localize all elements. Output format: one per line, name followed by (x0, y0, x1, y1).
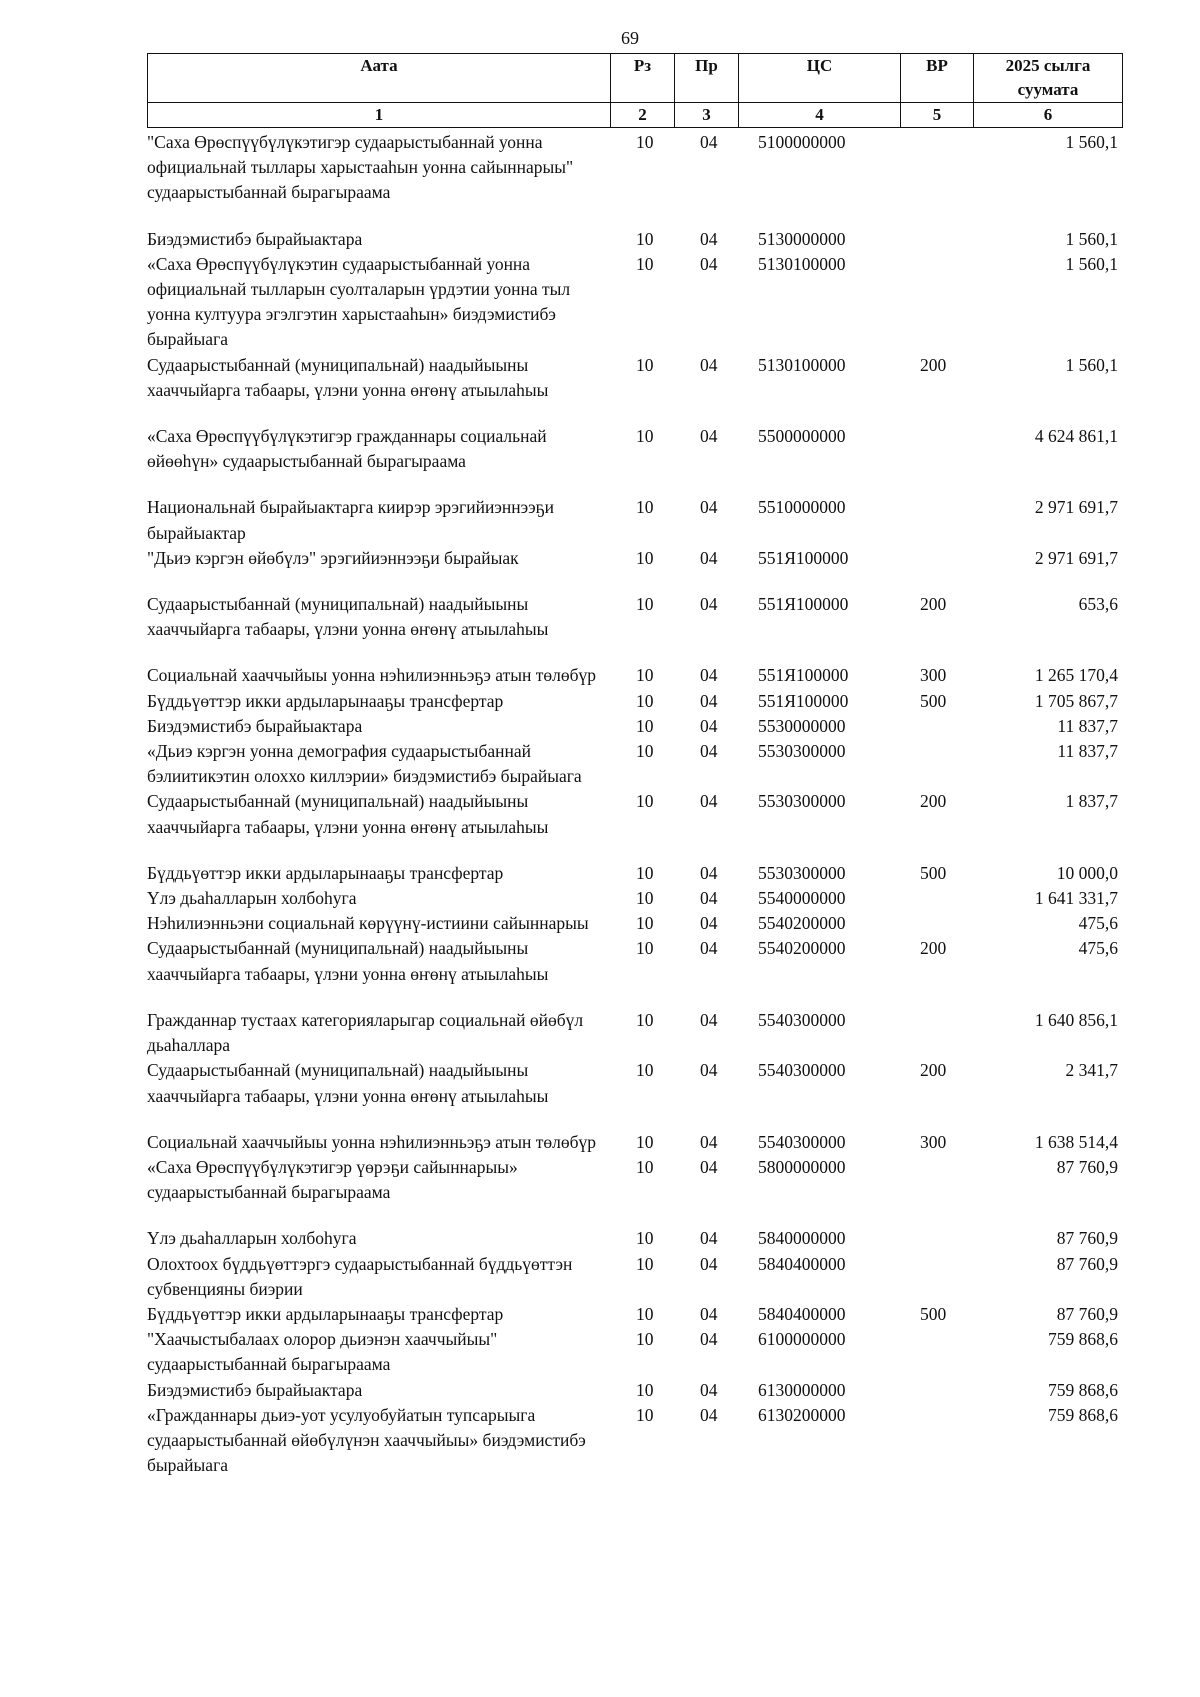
header-row (148, 54, 1123, 103)
row-pr: 04 (700, 354, 718, 375)
row-rz: 10 (636, 354, 654, 375)
row-cs: 5530300000 (758, 741, 846, 762)
row-pr: 04 (700, 791, 718, 812)
row-pr: 04 (700, 888, 718, 909)
row-cs: 5840400000 (758, 1303, 846, 1324)
row-pr: 04 (700, 253, 718, 274)
header-pr: Пр (675, 54, 739, 103)
table-row (147, 353, 1122, 424)
row-rz: 10 (636, 690, 654, 711)
row-cs: 551Я100000 (758, 690, 849, 711)
row-vr (900, 911, 973, 936)
row-rz: 10 (636, 1060, 654, 1081)
row-pr: 04 (700, 1228, 718, 1249)
row-amount: 759 868,6 (1048, 1379, 1118, 1400)
row-pr: 04 (700, 497, 718, 518)
row-cs: 6130000000 (758, 1379, 846, 1400)
row-amount: 475,6 (1078, 938, 1118, 959)
row-vr (900, 227, 973, 252)
row-vr: 500 (920, 1303, 947, 1324)
row-cs: 5130100000 (758, 253, 846, 274)
row-cs: 5540200000 (758, 938, 846, 959)
row-vr (900, 130, 973, 227)
row-vr (900, 886, 973, 911)
column-number: 4 (739, 103, 901, 128)
row-amount: 759 868,6 (1048, 1404, 1118, 1425)
row-name: «Гражданнары дьиэ-уот усулуобуйатын тупсарыыга судаарыстыбаннай өйөбүлүнэн хааччыйыы» биэдэмистибэ бырайыагa (147, 1404, 586, 1476)
row-pr: 04 (700, 594, 718, 615)
row-vr (900, 1155, 973, 1226)
row-pr: 04 (700, 938, 718, 959)
row-vr (900, 1403, 973, 1479)
row-vr (900, 495, 973, 545)
table-row (147, 495, 1122, 545)
row-amount: 4 624 861,1 (1034, 426, 1118, 447)
row-rz: 10 (636, 1253, 654, 1274)
row-name: Бүддьүөттэр икки ардыларынааҕы трансфертар (147, 862, 504, 883)
row-rz: 10 (636, 665, 654, 686)
row-name: Судаарыстыбаннай (муниципальнай) наадыйыыны хааччыйарга табаары, үлэни уонна өҥөнү атыылаһыы (147, 938, 549, 984)
row-pr: 04 (700, 862, 718, 883)
budget-table-body (147, 130, 1122, 1478)
row-pr: 04 (700, 715, 718, 736)
row-rz: 10 (636, 888, 654, 909)
table-row (147, 789, 1122, 860)
row-vr: 200 (920, 1060, 947, 1081)
row-name: Биэдэмистибэ бырайыактара (147, 715, 363, 736)
row-cs: 5130000000 (758, 228, 846, 249)
table-row (147, 1008, 1122, 1058)
row-rz: 10 (636, 715, 654, 736)
row-amount: 2 971 691,7 (1034, 547, 1118, 568)
header-cs: ЦС (739, 54, 901, 103)
row-rz: 10 (636, 741, 654, 762)
row-cs: 5530000000 (758, 715, 846, 736)
table-row (147, 1130, 1122, 1155)
row-vr (900, 1327, 973, 1377)
row-name: Үлэ дьаһалларын холбоһуга (147, 1228, 357, 1249)
table-row (147, 936, 1122, 1007)
row-amount: 1 265 170,4 (1034, 665, 1118, 686)
row-vr: 500 (920, 690, 947, 711)
row-name: Судаарыстыбаннай (муниципальнай) наадыйыыны хааччыйарга табаары, үлэни уонна өҥөнү атыылаһыы (147, 354, 549, 400)
table-row (147, 663, 1122, 688)
table-row (147, 227, 1122, 252)
row-cs: 5540300000 (758, 1131, 846, 1152)
table-row (147, 1378, 1122, 1403)
row-amount: 1 638 514,4 (1034, 1131, 1118, 1152)
row-cs: 5540300000 (758, 1009, 846, 1030)
row-vr (900, 252, 973, 353)
row-name: Бүддьүөттэр икки ардыларынааҕы трансфертар (147, 1303, 504, 1324)
page-number: 69 (621, 28, 639, 48)
row-name: Нэһилиэнньэни социальнай көрүүнү-истиини сайыннарыы (147, 913, 589, 934)
row-vr: 200 (920, 938, 947, 959)
row-name: Социальнай хааччыйыы уонна нэһилиэнньэҕэ атын төлөбүр (147, 1131, 597, 1152)
table-header (147, 53, 1123, 128)
row-name: «Дьиэ кэргэн уонна демография судаарыстыбаннай бэлиитикэтин олоххо киллэрии» биэдэмистибэ бырайыагa (147, 741, 582, 787)
row-amount: 1 560,1 (1065, 132, 1118, 152)
table-row (147, 592, 1122, 663)
row-rz: 10 (636, 1156, 654, 1177)
row-pr: 04 (700, 1329, 718, 1350)
table-row (147, 714, 1122, 739)
row-name: «Саха Өрөспүүбүлүкэтигэр гражданнары социальнай өйөөһүн» судаарыстыбаннай бырагыраама (147, 426, 547, 472)
table-row (147, 1155, 1122, 1226)
row-amount: 11 837,7 (1057, 741, 1118, 762)
row-name: Биэдэмистибэ бырайыактара (147, 1379, 363, 1400)
row-cs: 5540200000 (758, 913, 846, 934)
row-name: «Саха Өрөспүүбүлүкэтин судаарыстыбаннай уонна официальнай тылларын суолталарын үрдэтии уонна тыл уонна култуура эгэлгэтин харыстааһын» биэдэмистибэ бырайыагa (147, 253, 571, 350)
row-name: "Саха Өрөспүүбүлүкэтигэр судаарыстыбаннай уонна официальнай тыллары харыстааһын уонна сайыннарыы" судаарыстыбаннай бырагыраама (147, 132, 574, 203)
column-number-row (148, 103, 1123, 128)
table-row (147, 1058, 1122, 1129)
row-rz: 10 (636, 253, 654, 274)
table-row (147, 1302, 1122, 1327)
row-vr (900, 1008, 973, 1058)
row-pr: 04 (700, 913, 718, 934)
row-vr (900, 424, 973, 495)
row-amount: 2 341,7 (1065, 1060, 1118, 1081)
row-amount: 759 868,6 (1048, 1329, 1118, 1350)
row-amount: 87 760,9 (1056, 1228, 1118, 1249)
row-pr: 04 (700, 547, 718, 568)
row-vr: 500 (920, 862, 947, 883)
row-name: Олохтоох бүддьүөттэргэ судаарыстыбаннай бүддьүөттэн субвенцияны биэрии (147, 1253, 573, 1299)
row-name: Бүддьүөттэр икки ардыларынааҕы трансфертар (147, 690, 504, 711)
row-pr: 04 (700, 132, 718, 152)
row-name: "Хаачыстыбалаах олорор дьиэнэн хааччыйыы" судаарыстыбаннай бырагыраама (147, 1329, 498, 1375)
row-vr (900, 1378, 973, 1403)
column-number: 6 (974, 103, 1123, 128)
table-row (147, 861, 1122, 886)
row-cs: 5530300000 (758, 862, 846, 883)
row-pr: 04 (700, 1404, 718, 1425)
table-row (147, 739, 1122, 789)
row-amount: 1 641 331,7 (1034, 888, 1118, 909)
table-row (147, 252, 1122, 353)
table-row (147, 1327, 1122, 1377)
row-vr (900, 1226, 973, 1251)
row-cs: 5840400000 (758, 1253, 846, 1274)
row-name: Биэдэмистибэ бырайыактара (147, 228, 363, 249)
row-pr: 04 (700, 690, 718, 711)
row-rz: 10 (636, 426, 654, 447)
table-row (147, 689, 1122, 714)
row-pr: 04 (700, 1379, 718, 1400)
row-pr: 04 (700, 1156, 718, 1177)
table-row (147, 911, 1122, 936)
row-rz: 10 (636, 1009, 654, 1030)
row-amount: 87 760,9 (1056, 1303, 1118, 1324)
row-pr: 04 (700, 1060, 718, 1081)
table-row (147, 546, 1122, 592)
row-name: Национальнай бырайыактарга киирэр эрэгийиэннээҕи бырайыактар (147, 497, 554, 543)
row-amount: 11 837,7 (1057, 715, 1118, 736)
row-amount: 1 705 867,7 (1034, 690, 1118, 711)
row-rz: 10 (636, 913, 654, 934)
row-cs: 5130100000 (758, 354, 846, 375)
row-vr: 300 (920, 665, 947, 686)
row-rz: 10 (636, 862, 654, 883)
row-vr (900, 714, 973, 739)
row-cs: 6100000000 (758, 1329, 846, 1350)
row-rz: 10 (636, 132, 654, 152)
row-amount: 1 560,1 (1065, 253, 1118, 274)
row-amount: 1 560,1 (1065, 228, 1118, 249)
row-pr: 04 (700, 426, 718, 447)
column-number: 1 (148, 103, 611, 128)
row-cs: 551Я100000 (758, 594, 849, 615)
row-cs: 5500000000 (758, 426, 846, 447)
row-amount: 10 000,0 (1056, 862, 1118, 883)
row-cs: 5540000000 (758, 888, 846, 909)
row-pr: 04 (700, 665, 718, 686)
header-rz: Рз (611, 54, 675, 103)
row-cs: 551Я100000 (758, 665, 849, 686)
column-number: 5 (901, 103, 974, 128)
row-name: Гражданнар тустаах категорияларыгар социальнай өйөбүл дьаһаллара (147, 1009, 584, 1056)
row-vr: 300 (920, 1131, 947, 1152)
row-rz: 10 (636, 791, 654, 812)
row-name: «Саха Өрөспүүбүлүкэтигэр үөрэҕи сайыннарыы» судаарыстыбаннай бырагыраама (147, 1156, 518, 1203)
row-name: Судаарыстыбаннай (муниципальнай) наадыйыыны хааччыйарга табаары, үлэни уонна өҥөнү атыылаһыы (147, 594, 549, 640)
column-number: 3 (675, 103, 739, 128)
table-row (147, 424, 1122, 495)
table-row (147, 1226, 1122, 1251)
row-rz: 10 (636, 1131, 654, 1152)
row-rz: 10 (636, 1303, 654, 1324)
row-name: Судаарыстыбаннай (муниципальнай) наадыйыыны хааччыйарга табаары, үлэни уонна өҥөнү атыылаһыы (147, 1060, 549, 1106)
row-amount: 87 760,9 (1056, 1156, 1118, 1177)
row-rz: 10 (636, 594, 654, 615)
row-name: "Дьиэ кэргэн өйөбүлэ" эрэгийиэннээҕи бырайыак (147, 547, 519, 568)
row-cs: 551Я100000 (758, 547, 849, 568)
row-rz: 10 (636, 497, 654, 518)
row-rz: 10 (636, 938, 654, 959)
row-cs: 5100000000 (758, 132, 846, 152)
header-vr: ВР (901, 54, 974, 103)
column-number: 2 (611, 103, 675, 128)
table-row (147, 886, 1122, 911)
row-pr: 04 (700, 1303, 718, 1324)
row-rz: 10 (636, 1379, 654, 1400)
row-amount: 2 971 691,7 (1034, 497, 1118, 518)
row-pr: 04 (700, 228, 718, 249)
row-amount: 1 640 856,1 (1034, 1009, 1118, 1030)
row-rz: 10 (636, 1228, 654, 1249)
table-row (147, 130, 1122, 227)
row-amount: 653,6 (1078, 594, 1118, 615)
row-pr: 04 (700, 1131, 718, 1152)
row-vr (900, 1252, 973, 1302)
row-cs: 5510000000 (758, 497, 846, 518)
row-vr: 200 (920, 594, 947, 615)
row-cs: 5800000000 (758, 1156, 846, 1177)
row-amount: 475,6 (1078, 913, 1118, 934)
row-amount: 1 560,1 (1065, 354, 1118, 375)
row-cs: 5540300000 (758, 1060, 846, 1081)
row-cs: 5530300000 (758, 791, 846, 812)
row-name: Үлэ дьаһалларын холбоһуга (147, 888, 357, 909)
table-row (147, 1403, 1122, 1479)
header-amount: 2025 сылга суумата (974, 54, 1123, 103)
row-cs: 6130200000 (758, 1404, 846, 1425)
row-rz: 10 (636, 228, 654, 249)
row-rz: 10 (636, 547, 654, 568)
row-pr: 04 (700, 741, 718, 762)
row-pr: 04 (700, 1253, 718, 1274)
row-vr (900, 739, 973, 789)
row-amount: 1 837,7 (1065, 791, 1118, 812)
row-vr: 200 (920, 354, 947, 375)
row-amount: 87 760,9 (1056, 1253, 1118, 1274)
row-name: Судаарыстыбаннай (муниципальнай) наадыйыыны хааччыйарга табаары, үлэни уонна өҥөнү атыылаһыы (147, 791, 549, 837)
row-rz: 10 (636, 1404, 654, 1425)
header-name: Аата (148, 54, 611, 103)
row-rz: 10 (636, 1329, 654, 1350)
row-vr: 200 (920, 791, 947, 812)
row-name: Социальнай хааччыйыы уонна нэһилиэнньэҕэ атын төлөбүр (147, 665, 597, 686)
table-row (147, 1252, 1122, 1302)
row-cs: 5840000000 (758, 1228, 846, 1249)
row-pr: 04 (700, 1009, 718, 1030)
row-vr (900, 546, 973, 592)
